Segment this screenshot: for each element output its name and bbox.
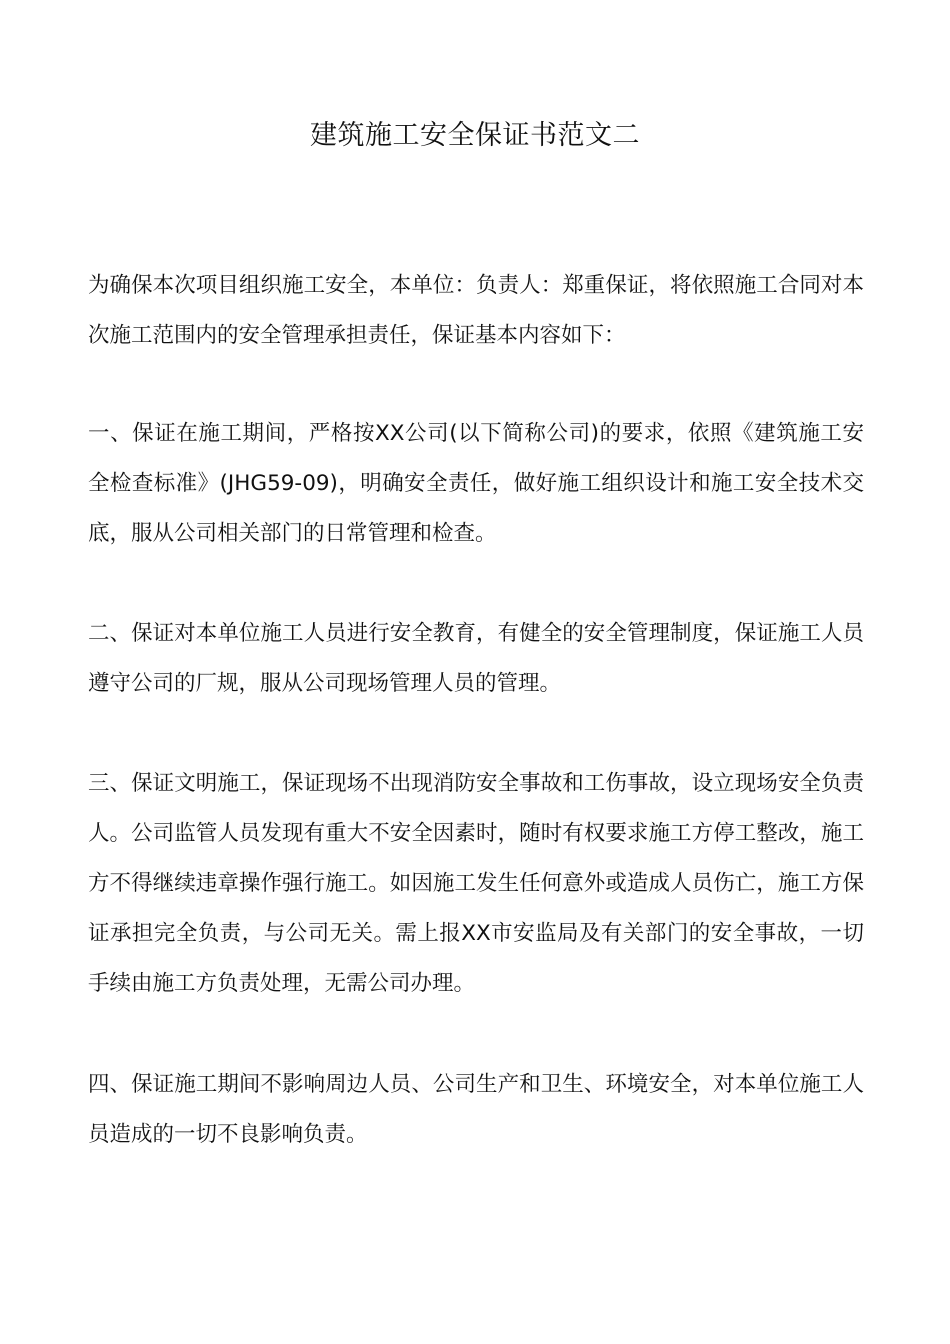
- clause-1-paragraph: 一、保证在施工期间，严格按XX公司(以下简称公司)的要求，依照《建筑施工安全检查标准》(JHG59-09)，明确安全责任，做好施工组织设计和施工安全技术交底，服从公司相关部门的日常管理和检查。: [88, 421, 864, 546]
- document-title: 建筑施工安全保证书范文二: [310, 120, 640, 151]
- clause-2-paragraph: 二、保证对本单位施工人员进行安全教育，有健全的安全管理制度，保证施工人员遵守公司的厂规，服从公司现场管理人员的管理。: [88, 621, 864, 696]
- clause-3-paragraph: 三、保证文明施工，保证现场不出现消防安全事故和工伤事故，设立现场安全负责人。公司监管人员发现有重大不安全因素时，随时有权要求施工方停工整改，施工方不得继续违章操作强行施工。如因施工发生任何意外或造成人员伤亡，施工方保证承担完全负责，与公司无关。需上报XX市安监局及有关部门的安全事故，一切手续由施工方负责处理，无需公司办理。: [88, 771, 864, 996]
- intro-paragraph: 为确保本次项目组织施工安全，本单位：负责人：郑重保证，将依照施工合同对本次施工范围内的安全管理承担责任，保证基本内容如下：: [88, 273, 864, 348]
- clause-4-paragraph: 四、保证施工期间不影响周边人员、公司生产和卫生、环境安全，对本单位施工人员造成的一切不良影响负责。: [88, 1072, 864, 1147]
